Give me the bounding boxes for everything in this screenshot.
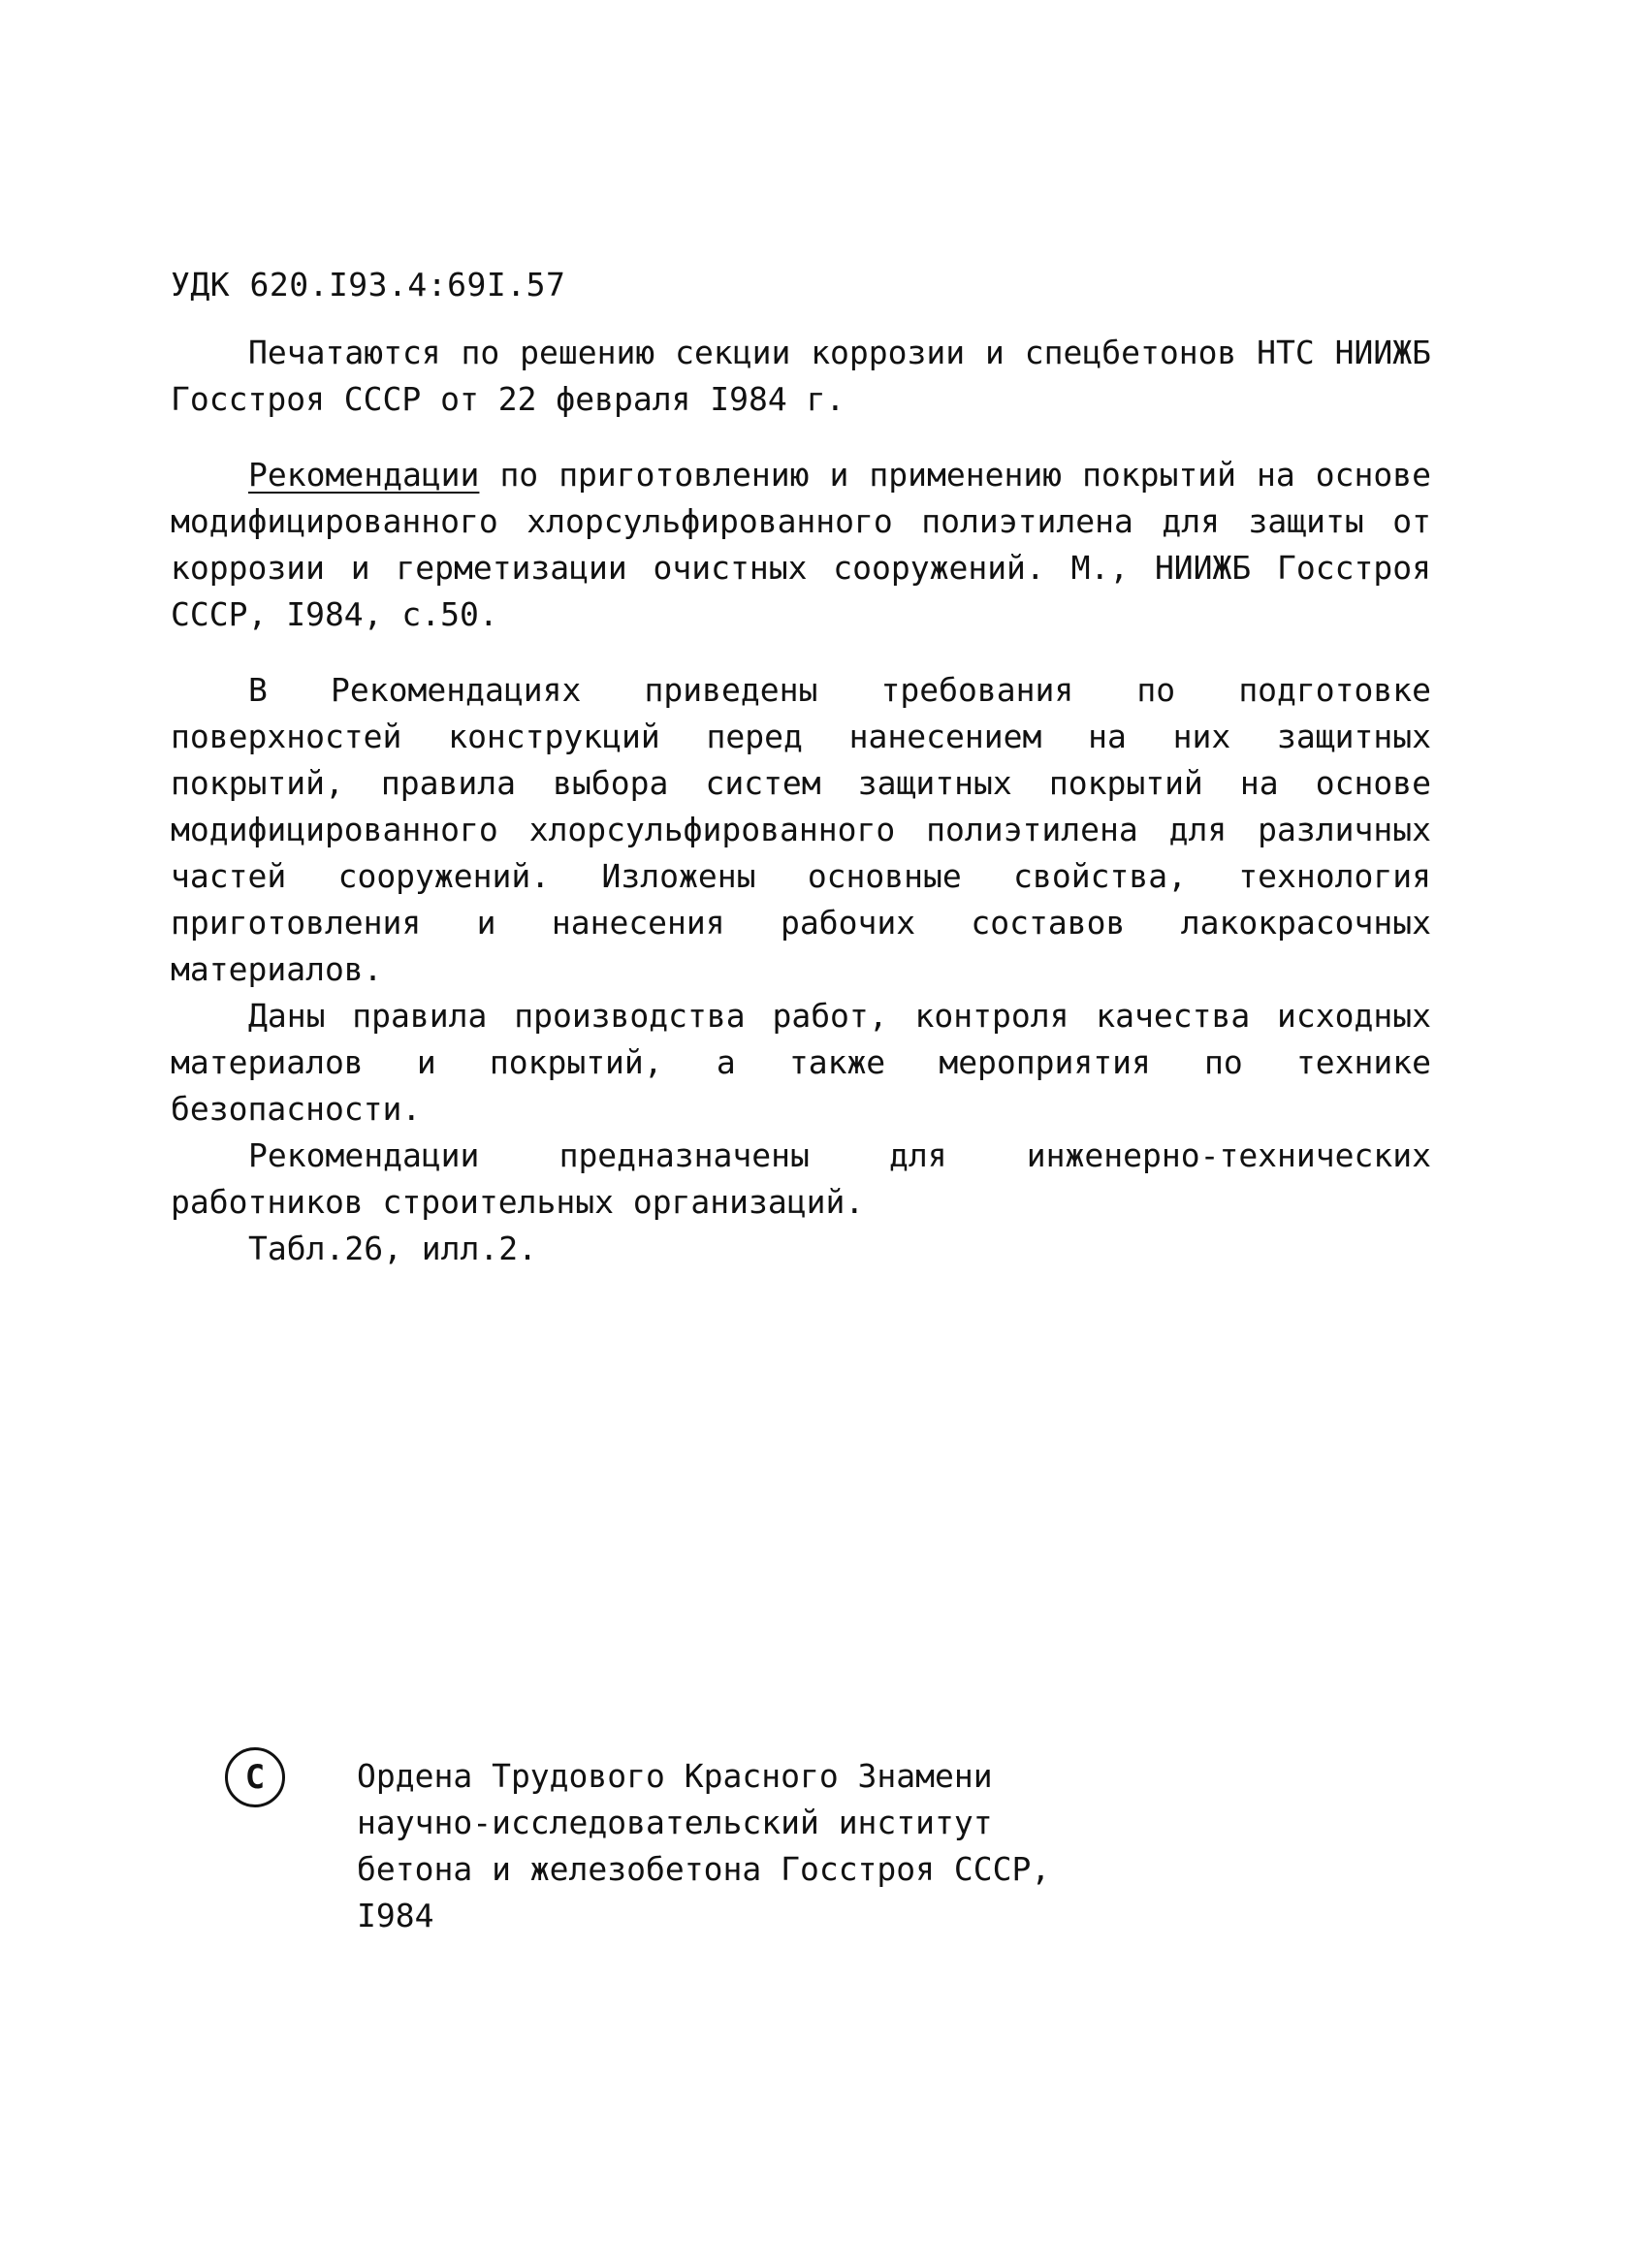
udk-code: УДК 620.I93.4:69I.57 (171, 266, 566, 303)
tables-illustrations-count: Табл.26, илл.2. (248, 1230, 538, 1267)
print-note (171, 330, 1431, 423)
copyright-holder (357, 1753, 1050, 1939)
bibliographic-title: Рекомендации (248, 456, 480, 494)
bibliographic-reference (171, 452, 1431, 638)
copyright-line-3: бетона и железобетона Госстроя СССР, (357, 1850, 1051, 1888)
copyright-year: I984 (357, 1897, 434, 1934)
abstract (171, 667, 1431, 1272)
abstract-paragraph-1: В Рекомендациях приведены требования по подготовке поверхностей конструкций перед нанесением на них защитных покрытий, правила выбора систем защитных покрытий на основе модифицированного хлорсульфированного полиэтилена для различных частей сооружений. Изложены основные свойства, технология приготовления и нанесения рабочих составов лакокрасочных материалов. (171, 671, 1431, 988)
bibliographic-text (171, 452, 1431, 638)
print-note-text: Печатаются по решению секции коррозии и спецбетонов НТС НИИЖБ Госстроя СССР от 22 февраля I984 г. (171, 334, 1431, 418)
abstract-paragraph-2: Даны правила производства работ, контроля качества исходных материалов и покрытий, а также мероприятия по технике безопасности. (171, 997, 1431, 1128)
copyright-line-2: научно-исследовательский институт (357, 1804, 993, 1841)
abstract-paragraph-3: Рекомендации предназначены для инженерно-технических работников строительных организаций. (171, 1136, 1431, 1221)
copyright-line-1: Ордена Трудового Красного Знамени (357, 1757, 993, 1795)
copyright-icon (225, 1747, 285, 1807)
copyright-symbol: C (244, 1758, 266, 1797)
bibliographic-details: по приготовлению и применению покрытий на основе модифицированного хлорсульфированного полиэтилена для защиты от коррозии и герметизации очистных сооружений. М., НИИЖБ Госстроя СССР, I984, с.50. (171, 456, 1431, 633)
